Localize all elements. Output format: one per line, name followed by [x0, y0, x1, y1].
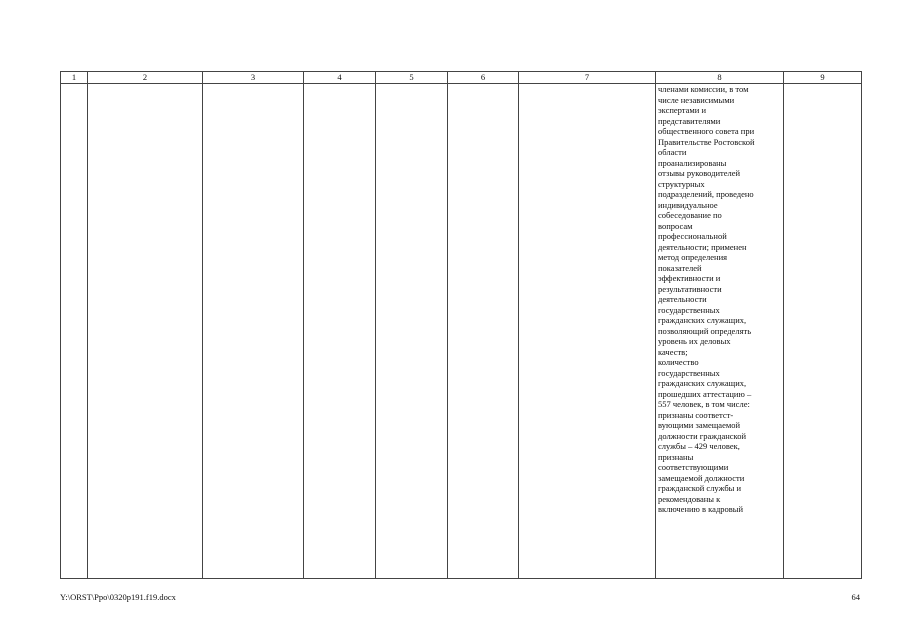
cell-text-line: вопросам — [658, 220, 693, 231]
cell-text-line: государственных — [658, 367, 720, 378]
cell-text-line: признаны соответст- — [658, 409, 734, 420]
cell-text-line: эффективности и — [658, 273, 721, 283]
data-table — [60, 71, 862, 579]
cell-text-line: замещаемой должности — [658, 472, 745, 483]
cell-text-line: собеседование по — [658, 210, 722, 220]
cell-text-line: гражданской службы и — [658, 483, 742, 493]
cell-text-line: вующими замещаемой — [658, 420, 741, 430]
cell-col-7 — [519, 84, 656, 579]
cell-text-line: включению в кадровый — [658, 504, 744, 514]
cell-text-line: Правительстве Ростовской — [658, 136, 755, 147]
cell-text-line: прошедших аттестацию – — [658, 388, 752, 399]
footer-file-path: Y:\ORST\Ppo\0320p191.f19.docx — [60, 592, 176, 602]
cell-text-line: показателей — [658, 262, 702, 273]
cell-text-line: соответствующими — [658, 462, 729, 472]
cell-text-line: рекомендованы к — [658, 493, 721, 504]
table-row — [61, 84, 862, 579]
cell-text-line: государственных — [658, 304, 720, 315]
cell-text-line: членами комиссии, в том — [658, 84, 749, 94]
cell-text-line: общественного совета при — [658, 126, 755, 136]
cell-text-line: области — [658, 147, 687, 157]
cell-text-line: гражданских служащих, — [658, 378, 747, 388]
cell-text-line: количество — [658, 357, 699, 367]
cell-text-line: индивидуальное — [658, 199, 718, 210]
cell-col-6 — [448, 84, 519, 579]
cell-col-5 — [376, 84, 448, 579]
cell-col-3 — [203, 84, 304, 579]
cell-text-line: представителями — [658, 115, 721, 126]
col-header-5: 5 — [376, 72, 448, 84]
cell-text-line: службы – 429 человек, — [658, 441, 740, 451]
col-header-6: 6 — [448, 72, 519, 84]
cell-col-8-text — [656, 84, 783, 515]
cell-col-9 — [784, 84, 862, 579]
cell-text-line: подразделений, проведено — [658, 189, 754, 199]
col-header-1: 1 — [61, 72, 88, 84]
header-row — [61, 72, 862, 84]
cell-col-2 — [88, 84, 203, 579]
cell-text-line: должности гражданской — [658, 430, 747, 441]
col-header-8: 8 — [656, 72, 784, 84]
col-header-4: 4 — [304, 72, 376, 84]
cell-text-line: отзывы руководителей — [658, 168, 741, 178]
cell-col-8 — [656, 84, 784, 579]
cell-text-line: признаны — [658, 451, 694, 462]
col-header-9: 9 — [784, 72, 862, 84]
col-header-7: 7 — [519, 72, 656, 84]
footer-page-number: 64 — [851, 592, 860, 602]
cell-text-line: гражданских служащих, — [658, 315, 747, 325]
cell-text-line: результативности — [658, 283, 722, 294]
cell-text-line: деятельности; применен — [658, 241, 747, 252]
cell-text-line: числе независимыми — [658, 94, 735, 105]
cell-text-line: уровень их деловых — [658, 336, 731, 346]
cell-text-line: проанализированы — [658, 157, 727, 168]
cell-text-line: метод определения — [658, 252, 728, 262]
cell-text-line: структурных — [658, 178, 705, 189]
cell-text-line: позволяющий определять — [658, 325, 752, 336]
col-header-3: 3 — [203, 72, 304, 84]
cell-col-1 — [61, 84, 88, 579]
col-header-2: 2 — [88, 72, 203, 84]
cell-text-line: экспертами и — [658, 105, 706, 115]
cell-text-line: 557 человек, в том числе: — [658, 399, 750, 409]
cell-text-line: качеств; — [658, 346, 688, 357]
cell-col-4 — [304, 84, 376, 579]
cell-text-line: профессиональной — [658, 231, 727, 241]
cell-text-line: деятельности — [658, 294, 707, 304]
